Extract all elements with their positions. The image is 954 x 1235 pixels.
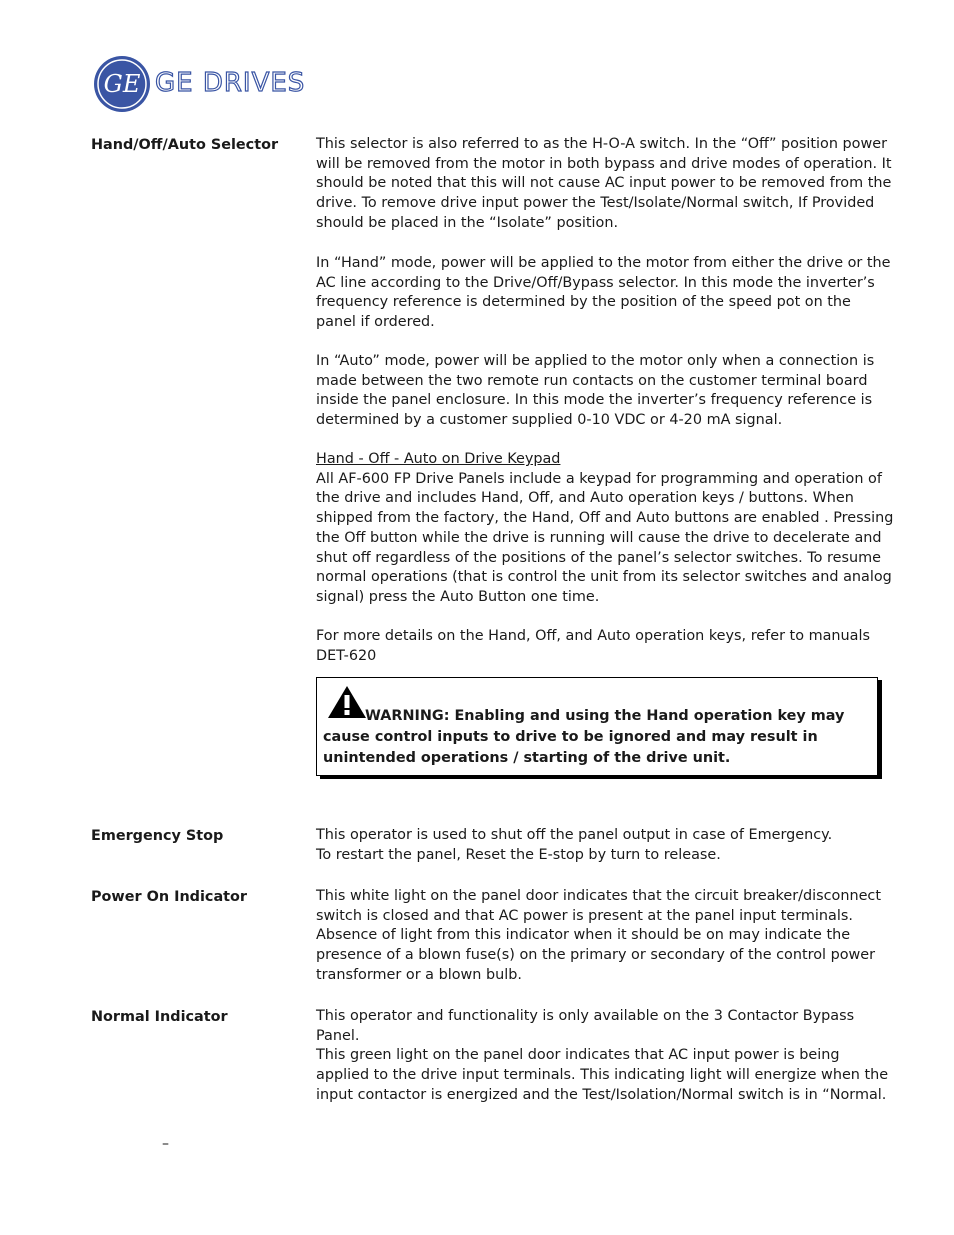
warning-text-wrap — [323, 706, 871, 769]
warning-box — [316, 677, 878, 776]
keypad-heading: Hand - Off - Auto on Drive Keypad — [316, 451, 561, 467]
keypad-block — [316, 450, 894, 608]
estop-line-2: To restart the panel, Reset the E-stop by turn to release. — [316, 846, 721, 863]
section-label-estop: Emergency Stop — [91, 828, 224, 844]
power-on-description — [316, 887, 894, 986]
keypad-paragraph: All AF-600 FP Drive Panels include a keypad for programming and operation of the drive and includes Hand, Off, and Auto operation keys / buttons. When shipped from the factory, the Hand, Off and Auto buttons are enabled . Pressing the Off button while the drive is running will cause the drive to decelerate and shut off regardless of the positions of the panel’s selector switches. To resume normal operations (that is control the unit from its selector switches and analog signal) press the Auto Button one time. — [316, 470, 894, 605]
normal-line-1: This operator and functionality is only available on the 3 Contactor Bypass Panel. — [316, 1008, 855, 1044]
brand-name: GE DRIVES — [155, 68, 306, 98]
hoa-paragraph-auto: In “Auto” mode, power will be applied to the motor only when a connection is made between the two remote run contacts on the customer terminal board inside the panel enclosure. In this mode the inverter’s frequency reference is determined by a customer supplied 0-10 VDC or 4-20 mA signal. — [316, 353, 875, 429]
power-on-paragraph: This white light on the panel door indicates that the circuit breaker/disconnect switch is closed and that AC power is present at the panel input terminals. Absence of light from this indicator when it should be on may indicate the presence of a blown fuse(s) on the primary or secondary of the control power transformer or a blown bulb. — [316, 888, 881, 983]
details-paragraph: For more details on the Hand, Off, and Auto operation keys, refer to manuals DET-620 — [316, 628, 870, 664]
hoa-paragraph-off: This selector is also referred to as the H-O-A switch. In the “Off” position power will be removed from the motor in both bypass and drive modes of operation. It should be noted that this will not cause AC input power to be removed from the drive. To remove drive input power the Test/Isolate/Normal switch, If Provided should be placed in the “Isolate” position. — [316, 136, 892, 231]
monogram-text: GE — [103, 70, 141, 98]
normal-description — [316, 1007, 894, 1106]
hoa-paragraph-hand: In “Hand” mode, power will be applied to the motor from either the drive or the AC line according to the Drive/Off/Bypass selector. In this mode the inverter’s frequency reference is determined by the position of the speed pot on the panel if ordered. — [316, 255, 891, 331]
section-label-power-on: Power On Indicator — [91, 889, 248, 905]
ge-drives-logo — [91, 56, 321, 112]
section-label-hoa: Hand/Off/Auto Selector — [91, 137, 279, 153]
section-label-normal: Normal Indicator — [91, 1009, 228, 1025]
footer-mark: – — [162, 1136, 169, 1152]
hoa-hand-block — [316, 254, 894, 333]
hoa-auto-block — [316, 352, 894, 431]
warning-text: WARNING: Enabling and using the Hand operation key may cause control inputs to drive to be ignored and may result in unintended operations / starting of the drive unit. — [323, 708, 845, 766]
ge-monogram-icon — [91, 56, 153, 112]
hoa-description — [316, 135, 894, 234]
estop-line-1: This operator is used to shut off the panel output in case of Emergency. — [316, 827, 833, 843]
estop-description — [316, 826, 894, 865]
normal-line-2: This green light on the panel door indicates that AC input power is being applied to the drive input terminals. This indicating light will energize when the input contactor is energized and the Test/Isolation/Normal switch is in “Normal. — [316, 1047, 889, 1103]
details-block — [316, 627, 894, 666]
